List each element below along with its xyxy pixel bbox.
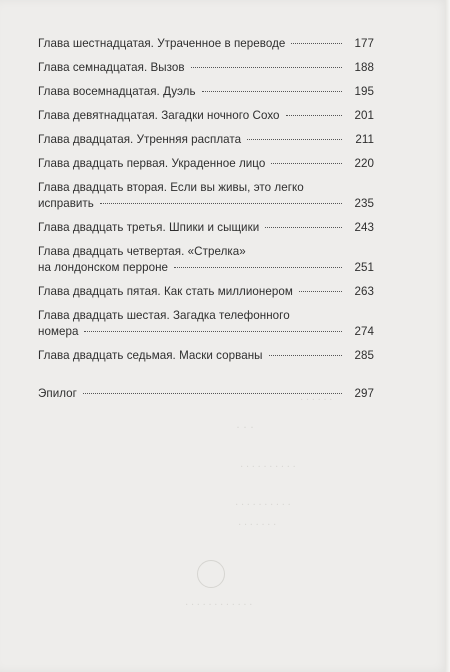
- dot-leader: [202, 90, 342, 92]
- toc-entry: [38, 84, 374, 100]
- toc-entry-page: 274: [354, 325, 374, 338]
- toc-entry-title-line2: исправить: [38, 197, 94, 210]
- toc-entry: [38, 132, 374, 148]
- toc-entry-page: 211: [355, 133, 374, 146]
- toc-entry-title-line1: Глава двадцать шестая. Загадка телефонного: [38, 309, 290, 322]
- toc-entry-page: 297: [354, 387, 374, 400]
- toc-entry: [38, 60, 374, 76]
- dot-leader: [191, 66, 342, 68]
- toc-entry-page: 235: [354, 197, 374, 210]
- dot-leader: [174, 266, 342, 268]
- toc-entry-page: 201: [354, 109, 374, 122]
- toc-entry-title-line2: номера: [38, 325, 79, 338]
- toc-entry-title: Глава семнадцатая. Вызов: [38, 61, 185, 74]
- dot-leader: [100, 202, 342, 204]
- dot-leader: [84, 330, 342, 332]
- dot-leader: [247, 138, 342, 140]
- toc-entry-title: Глава двадцать седьмая. Маски сорваны: [38, 349, 263, 362]
- dot-leader: [269, 354, 342, 356]
- toc-entry: [38, 36, 374, 52]
- dot-leader: [291, 42, 342, 44]
- toc-entry-title: Глава двадцать пятая. Как стать миллионером: [38, 285, 293, 298]
- toc-entry-title: Эпилог: [38, 387, 77, 400]
- toc-entry-page: 195: [354, 85, 374, 98]
- toc-entry: [38, 244, 374, 276]
- toc-entry-title: Глава двадцать третья. Шпики и сыщики: [38, 221, 260, 234]
- bleed-through-text: · · ·: [236, 420, 254, 434]
- toc-entry-title: Глава двадцатая. Утренняя расплата: [38, 133, 242, 146]
- dot-leader: [271, 162, 342, 164]
- toc-entry-epilogue: [38, 386, 374, 402]
- page-edge: [445, 0, 450, 672]
- dot-leader: [265, 226, 342, 228]
- toc-entry-title: Глава восемнадцатая. Дуэль: [38, 85, 196, 98]
- toc-entry-page: 177: [354, 37, 374, 50]
- toc-entry-page: 251: [354, 261, 374, 274]
- toc-entry: [38, 180, 374, 212]
- toc-entry-title-line1: Глава двадцать вторая. Если вы живы, это легко: [38, 181, 304, 194]
- dot-leader: [299, 290, 342, 292]
- dot-leader: [286, 114, 342, 116]
- toc-entry-page: 243: [354, 221, 374, 234]
- bleed-through-text: · · · · · · · · · ·: [240, 462, 296, 473]
- toc-entry: [38, 156, 374, 172]
- toc-entry-page: 188: [354, 61, 374, 74]
- toc-entry-page: 263: [354, 285, 374, 298]
- toc-entry: [38, 108, 374, 124]
- toc-entry: [38, 308, 374, 340]
- toc-entry: [38, 284, 374, 300]
- table-of-contents: [38, 36, 374, 410]
- toc-entry-title: Глава двадцать первая. Украденное лицо: [38, 157, 266, 170]
- bleed-through-text: · · · · · · · · · · · ·: [185, 600, 253, 611]
- toc-entry-title: Глава девятнадцатая. Загадки ночного Сохо: [38, 109, 280, 122]
- toc-entry: [38, 220, 374, 236]
- bleed-through-text: · · · · · ·: [300, 395, 333, 406]
- bleed-through-emblem: [197, 560, 225, 588]
- toc-entry: [38, 348, 374, 364]
- dot-leader: [83, 392, 342, 394]
- bleed-through-text: · · · · · · · · · ·: [235, 500, 291, 511]
- toc-entry-title-line1: Глава двадцать четвертая. «Стрелка»: [38, 245, 246, 258]
- toc-entry-page: 285: [354, 349, 374, 362]
- bleed-through-text: · · · · · · ·: [238, 520, 277, 531]
- toc-entry-page: 220: [354, 157, 374, 170]
- toc-entry-title: Глава шестнадцатая. Утраченное в переводе: [38, 37, 286, 50]
- toc-entry-title-line2: на лондонском перроне: [38, 261, 169, 274]
